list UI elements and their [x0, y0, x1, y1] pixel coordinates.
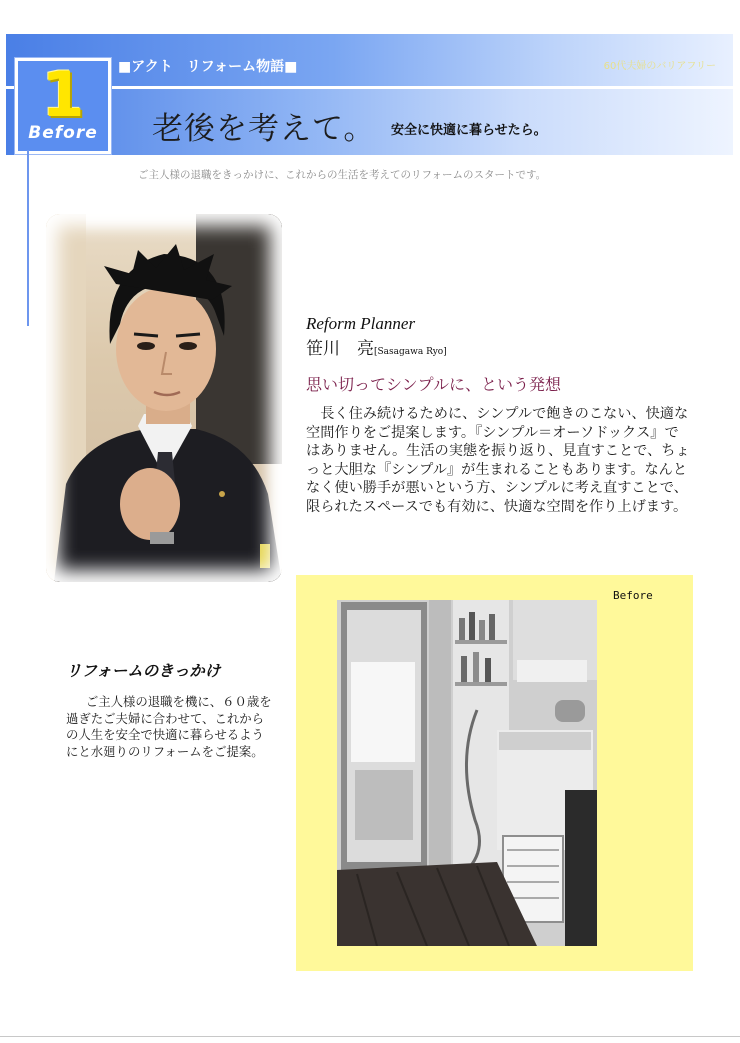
- intro-text: ご主人様の退職をきっかけに、これからの生活を考えてのリフォームのスタートです。: [138, 169, 547, 181]
- planner-name: 笹川 亮: [306, 339, 374, 359]
- planner-name-roman: [Sasagawa Ryo]: [374, 347, 447, 357]
- planner-role: Reform Planner: [306, 314, 416, 333]
- before-photo-illustration: [337, 600, 597, 946]
- corner-note: 60代夫婦のバリアフリー: [603, 61, 716, 72]
- episode-caption: Before: [28, 123, 98, 143]
- planner-name-line: [306, 334, 447, 359]
- before-photo-label: Before: [613, 589, 653, 602]
- planner-headline: 思い切ってシンプルに、という発想: [306, 375, 561, 394]
- planner-body: 長く住み続けるために、シンプルで飽きのこない、快適な空間作りをご提案します。『シンプル＝オーソドックス』ではありません。生活の実態を振り返り、見直すことで、ちょっと大胆な『シンプル』が生まれることもあります。なんとなく使い勝手が悪いという方、シンプルに考え直すことで、限られたスペースでも有効に、快適な空間を作り上げます。: [306, 406, 690, 515]
- footer-rule: [0, 1036, 740, 1037]
- series-label: ■アクト リフォーム物語■: [118, 59, 298, 75]
- portrait-vignette: [46, 214, 282, 582]
- reason-heading: リフォームのきっかけ: [66, 662, 221, 680]
- side-accent-line: [27, 150, 29, 326]
- episode-number: 1: [41, 58, 85, 131]
- episode-number-badge: [15, 58, 111, 154]
- page-title: 老後を考えて。: [152, 111, 376, 147]
- before-photo: [337, 600, 597, 946]
- reason-body: ご主人様の退職を機に、６０歳を過ぎたご夫婦に合わせて、これからの人生を安全で快適に暮らせるようにと水廻りのリフォームをご提案。: [66, 694, 272, 759]
- planner-portrait: [46, 214, 282, 582]
- page-subtitle: 安全に快適に暮らせたら。: [391, 123, 547, 138]
